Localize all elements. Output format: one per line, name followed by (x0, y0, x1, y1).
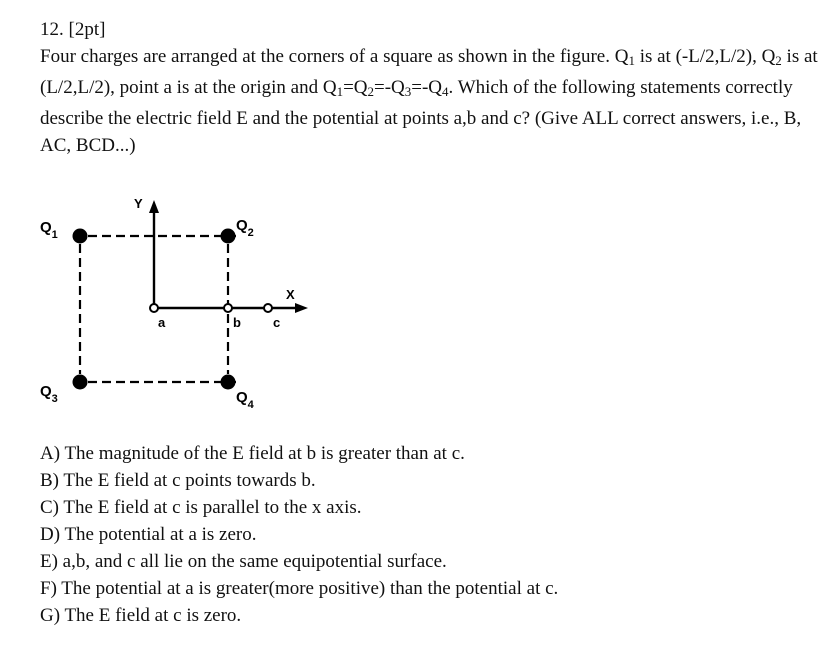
charge-q3-label: $Q_3$ (40, 383, 58, 405)
choice-e: E) a,b, and c all lie on the same equipotential surface. (40, 551, 447, 572)
question-body: Four charges are arranged at the corners of a square as shown in the figure. $Q_1$ is at (-L/2,L/2), $Q_2$ is at (L/2,L/2), point a is at the origin and $Q_1=Q_2=-Q_3=-Q_4$. Which of the following statements correctly describe the electric field E and the potential at points a,b and c? (Give ALL correct answers, i.e., B, AC, BCD...) (40, 46, 818, 156)
point-c-label: c (273, 315, 281, 330)
charge-q4 (221, 375, 236, 390)
choice-f: F) The potential at a is greater(more positive) than the potential at c. (40, 578, 559, 599)
point-a-label: a (158, 315, 166, 330)
x-axis-arrowhead (295, 303, 308, 313)
choice-c: C) The E field at c is parallel to the x axis. (40, 497, 362, 518)
y-axis-arrowhead (149, 200, 159, 213)
charge-q1-label: $Q_1$ (40, 219, 58, 241)
charge-q2-label: $Q_2$ (236, 217, 254, 239)
point-a-marker (150, 304, 158, 312)
figure-svg (36, 192, 316, 420)
choice-g: G) The E field at c is zero. (40, 605, 242, 626)
charge-square-figure (36, 192, 316, 420)
choice-b: B) The E field at c points towards b. (40, 470, 316, 491)
question-text (40, 16, 820, 159)
y-axis-label: Y (134, 196, 143, 211)
charge-q4-label: $Q_4$ (236, 389, 254, 411)
charge-q1 (73, 229, 88, 244)
question-number: 12. [2pt] (40, 19, 106, 40)
choice-a: A) The magnitude of the E field at b is greater than at c. (40, 443, 465, 464)
point-b-marker (224, 304, 232, 312)
choice-d: D) The potential at a is zero. (40, 524, 257, 545)
charge-q2 (221, 229, 236, 244)
point-c-marker (264, 304, 272, 312)
point-b-label: b (233, 315, 241, 330)
charge-q3 (73, 375, 88, 390)
x-axis-label: X (286, 287, 295, 302)
answer-choices (40, 440, 558, 629)
